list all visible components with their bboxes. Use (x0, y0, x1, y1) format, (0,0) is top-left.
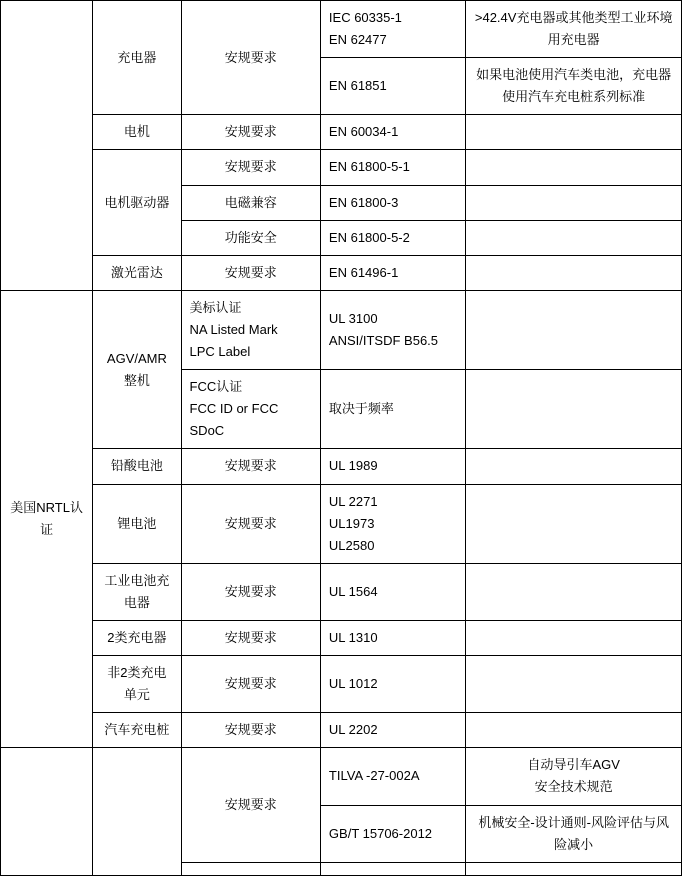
remark-line: >42.4V充电器或其他类型工业环境 (474, 10, 673, 25)
cell-requirement-type: 电磁兼容 (181, 185, 320, 220)
remark-line: 使用汽车充电桩系列标准 (502, 89, 646, 105)
cell-standard (320, 290, 465, 369)
cell-remark (466, 484, 682, 563)
cell-remark (466, 185, 682, 220)
requirement-line: LPC Label (189, 344, 251, 360)
cell-standard: UL 1564 (320, 563, 465, 620)
cell-standard: UL 2202 (320, 713, 465, 748)
requirement-line: FCC认证 (189, 379, 243, 395)
cell-standard: UL 1310 (320, 620, 465, 655)
requirement-line: 美标认证 (189, 299, 242, 315)
standard-line: UL2580 (328, 537, 375, 553)
cell-standard (320, 862, 465, 875)
cell-remark (466, 58, 682, 115)
table-row (1, 563, 682, 620)
cell-product: AGV/AMR整机 (93, 290, 181, 449)
cell-standard (320, 484, 465, 563)
cell-product: 电机 (93, 115, 181, 150)
cell-remark (466, 115, 682, 150)
cell-remark (466, 656, 682, 713)
cell-standard: EN 61800-5-1 (320, 150, 465, 185)
cell-standard: GB/T 15706-2012 (320, 805, 465, 862)
table-row (1, 656, 682, 713)
cell-scheme: 美国NRTL认证 (1, 290, 93, 748)
table-row (1, 115, 682, 150)
cell-remark (466, 563, 682, 620)
cell-remark (466, 1, 682, 58)
cell-remark (466, 862, 682, 875)
cell-requirement-type (181, 862, 320, 875)
cell-requirement-type: 安规要求 (181, 484, 320, 563)
remark-line: 自动导引车AGV (527, 757, 620, 773)
cell-requirement-type (181, 370, 320, 449)
cell-product: 锂电池 (93, 484, 181, 563)
cell-standard: 取决于频率 (320, 370, 465, 449)
cell-remark (466, 713, 682, 748)
cell-product: 汽车充电桩 (93, 713, 181, 748)
remark-line: 如果电池使用汽车类电池，充电器 (476, 67, 672, 83)
cell-product: 充电器 (93, 1, 181, 115)
cell-requirement-type: 安规要求 (181, 1, 320, 115)
cell-requirement-type: 安规要求 (181, 713, 320, 748)
cell-remark (466, 449, 682, 484)
cell-standard: TILVA -27-002A (320, 748, 465, 805)
cell-product: 电机驱动器 (93, 150, 181, 255)
requirement-line: FCC ID or FCC SDoC (189, 401, 279, 439)
table-row (1, 449, 682, 484)
cell-product: 非2类充电单元 (93, 656, 181, 713)
standard-line: EN 61851 (328, 78, 387, 94)
standard-line: UL 2271 (328, 493, 378, 509)
cell-product: 铅酸电池 (93, 449, 181, 484)
cell-product: 工业电池充电器 (93, 563, 181, 620)
cell-remark (466, 748, 682, 805)
cell-remark (466, 370, 682, 449)
cell-requirement-type: 安规要求 (181, 255, 320, 290)
cell-product: 2类充电器 (93, 620, 181, 655)
cell-standard: UL 1989 (320, 449, 465, 484)
table-row (1, 748, 682, 805)
cell-scheme (1, 1, 93, 291)
cell-standard: UL 1012 (320, 656, 465, 713)
cell-requirement-type: 安规要求 (181, 748, 320, 862)
cell-product: 激光雷达 (93, 255, 181, 290)
remark-line: 用充电器 (547, 32, 600, 48)
table-row (1, 1, 682, 58)
cell-requirement-type (181, 290, 320, 369)
cell-remark (466, 255, 682, 290)
cell-requirement-type: 安规要求 (181, 656, 320, 713)
standard-line: ANSI/ITSDF B56.5 (328, 332, 439, 348)
cell-remark (466, 220, 682, 255)
table-row (1, 255, 682, 290)
cell-remark: 机械安全-设计通则-风险评估与风险减小 (466, 805, 682, 862)
cell-standard (320, 58, 465, 115)
cell-requirement-type: 安规要求 (181, 150, 320, 185)
table-row (1, 713, 682, 748)
cell-requirement-type: 功能安全 (181, 220, 320, 255)
table-row (1, 290, 682, 369)
cell-standard: EN 61800-5-2 (320, 220, 465, 255)
table-row (1, 484, 682, 563)
cell-standard (320, 1, 465, 58)
standard-line: UL1973 (328, 515, 375, 531)
cell-remark (466, 150, 682, 185)
table-row (1, 150, 682, 185)
cell-requirement-type: 安规要求 (181, 449, 320, 484)
cell-remark (466, 620, 682, 655)
cell-product (93, 748, 181, 875)
cell-requirement-type: 安规要求 (181, 620, 320, 655)
standard-line: UL 3100 (328, 310, 378, 326)
remark-line: 安全技术规范 (534, 779, 613, 795)
cell-requirement-type: 安规要求 (181, 115, 320, 150)
cell-standard: EN 60034-1 (320, 115, 465, 150)
standard-line: IEC 60335-1 (328, 10, 402, 25)
cell-remark (466, 290, 682, 369)
cell-scheme (1, 748, 93, 875)
cell-standard: EN 61800-3 (320, 185, 465, 220)
cell-requirement-type: 安规要求 (181, 563, 320, 620)
standard-line: EN 62477 (328, 32, 387, 48)
cell-standard: EN 61496-1 (320, 255, 465, 290)
table-row (1, 620, 682, 655)
requirement-line: NA Listed Mark (189, 321, 278, 337)
